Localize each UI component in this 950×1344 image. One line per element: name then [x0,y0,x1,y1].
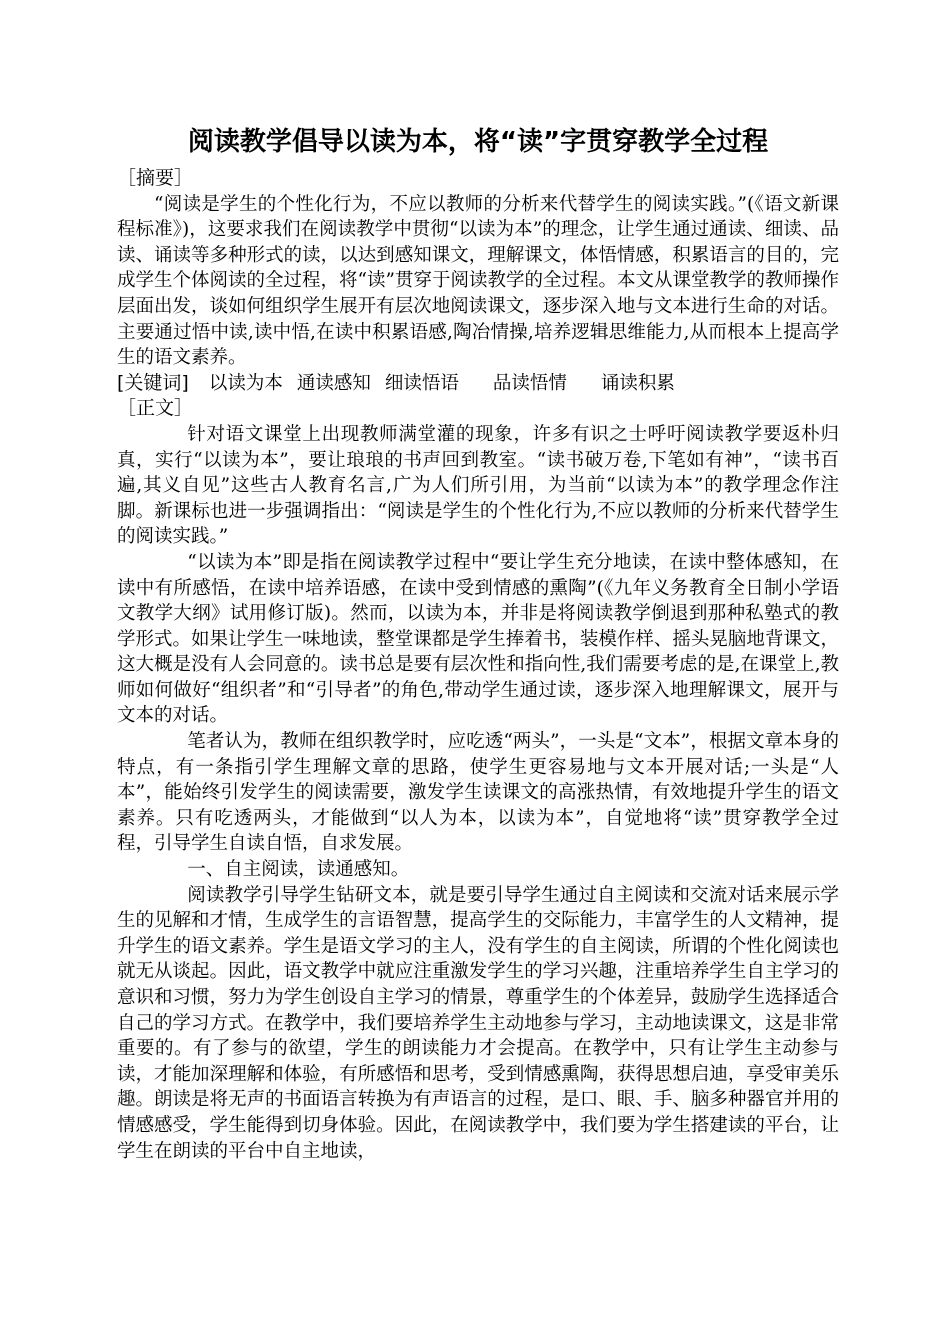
abstract-text: “阅读是学生的个性化行为，不应以教师的分析来代替学生的阅读实践。”(《语文新课程标准》)，这要求我们在阅读教学中贯彻“以读为本”的理念，让学生通过通读、细读、品读、诵读等多种形式的读，以达到感知课文，理解课文，体悟情感，积累语言的目的，完成学生个体阅读的全过程，将“读”贯穿于阅读教学的全过程。本文从课堂教学的教师操作层面出发，谈如何组织学生展开有层次地阅读课文，逐步深入地与文本进行生命的对话。主要通过悟中读,读中悟,在读中积累语感,陶冶情操,培养逻辑思维能力,从而根本上提高学生的语文素养。 [117,193,839,369]
body-paragraph: 针对语文课堂上出现教师满堂灌的现象，许多有识之士呼吁阅读教学要返朴归真，实行“以读为本”，要让琅琅的书声回到教室。“读书破万卷,下笔如有神”，“读书百遍,其义自见”这些古人教育名言,广为人们所引用，为当前“以读为本”的教学理念作注脚。新课标也进一步强调指出：“阅读是学生的个性化行为,不应以教师的分析来代替学生的阅读实践。” [117,423,839,548]
keyword: 诵读积累 [600,372,675,394]
document-page [117,122,839,1164]
body-paragraph: 阅读教学引导学生钻研文本，就是要引导学生通过自主阅读和交流对话来展示学生的见解和才情，生成学生的言语智慧，提高学生的交际能力，丰富学生的人文精神，提升学生的语文素养。学生是语文学习的主人，没有学生的自主阅读，所谓的个性化阅读也就无从谈起。因此，语文教学中就应注重激发学生的学习兴趣，注重培养学生自主学习的意识和习惯，努力为学生创设自主学习的情景，尊重学生的个体差异，鼓励学生选择适合自己的学习方式。在教学中，我们要培养学生主动地参与学习，主动地读课文，这是非常重要的。有了参与的欲望，学生的朗读能力才会提高。在教学中，只有让学生主动参与读，才能加深理解和体验，有所感悟和思考，受到情感熏陶，获得思想启迪，享受审美乐趣。朗读是将无声的书面语言转换为有声语言的过程，是口、眼、手、脑多种器官并用的情感感受，学生能得到切身体验。因此，在阅读教学中，我们要为学生搭建读的平台，让学生在朗读的平台中自主地读， [117,884,839,1162]
document-title: 阅读教学倡导以读为本，将“读”字贯穿教学全过程 [187,127,769,157]
keywords-label: [关键词] [117,371,189,394]
body-paragraph: “以读为本”即是指在阅读教学过程中“要让学生充分地读，在读中整体感知，在读中有所感悟，在读中培养语感，在读中受到情感的熏陶”(《九年义务教育全日制小学语文教学大纲》试用修订版)。然而，以读为本，并非是将阅读教学倒退到那种私塾式的教学形式。如果让学生一味地读，整堂课都是学生捧着书，装模作样、摇头晃脑地背课文，这大概是没有人会同意的。读书总是要有层次性和指向性,我们需要考虑的是,在课堂上,教师如何做好“组织者”和“引导者”的角色,带动学生通过读，逐步深入地理解课文，展开与文本的对话。 [117,551,839,727]
keyword: 细读悟语 [384,372,459,394]
keyword: 以读为本 [208,372,283,394]
abstract-label: ［摘要］ [117,167,194,189]
section-heading: 一、自主阅读，读通感知。 [187,859,410,881]
keyword: 品读悟情 [492,372,567,394]
keyword: 通读感知 [296,372,371,394]
body-paragraph: 笔者认为，教师在组织教学时，应吃透“两头”，一头是“文本”，根据文章本身的特点，有一条指引学生理解文章的思路，使学生更容易地与文本开展对话;一头是“人本”，能始终引发学生的阅读需要，激发学生读课文的高涨热情，有效地提升学生的语文素养。只有吃透两头，才能做到“以人为本，以读为本”，自觉地将“读”贯穿教学全过程，引导学生自读自悟，自求发展。 [117,731,839,855]
body-label: ［正文］ [117,397,194,420]
keywords-row [117,371,839,397]
